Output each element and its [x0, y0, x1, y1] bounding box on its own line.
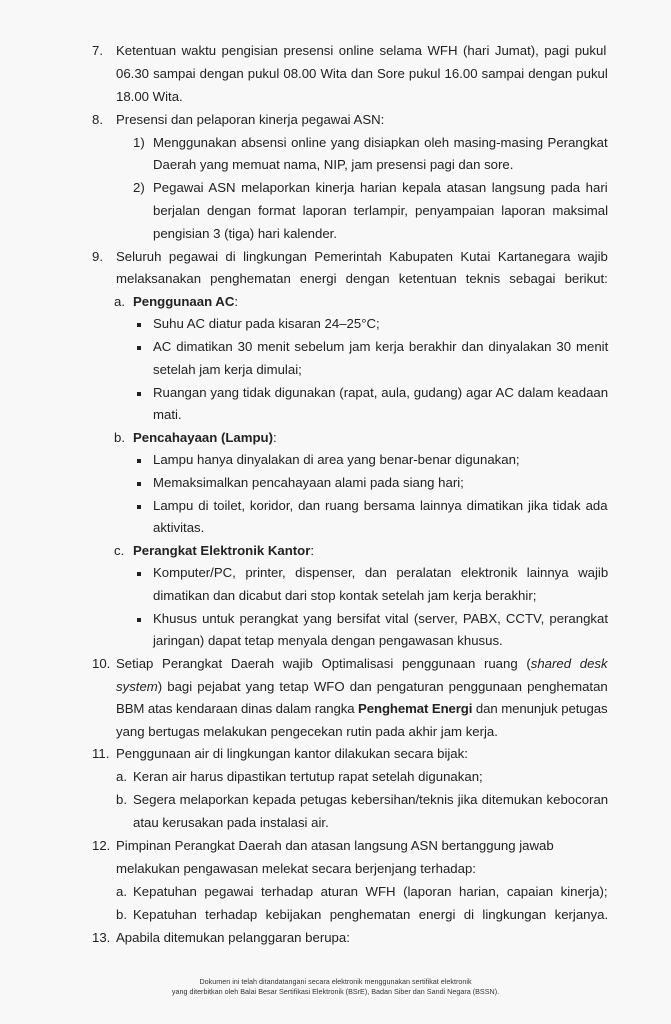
item-7-line-2: 06.30 sampai dengan pukul 08.00 Wita dan Sore pukul 16.00 sampai dengan pukul [116, 66, 608, 81]
text-segment: ) bagi pejabat yang tetap WFO dan pengaturan penggunaan penghematan [157, 679, 608, 694]
bullet-text: Ruangan yang tidak digunakan (rapat, aula, gudang) agar AC dalam keadaan [153, 385, 609, 400]
item-13-line-1: Apabila ditemukan pelanggaran berupa: [116, 930, 350, 945]
subitem-letter: a. [116, 884, 127, 899]
item-8-2-line-3: pengisian 3 (tiga) hari kalender. [153, 226, 338, 241]
section-letter: b. [114, 430, 125, 445]
item-10-line-1 [116, 656, 608, 672]
item-8-2-line-1: Pegawai ASN melaporkan kinerja harian kepala atasan langsung pada hari [153, 180, 608, 195]
section-heading-elektronik [133, 543, 314, 559]
item-number: 9. [92, 249, 103, 264]
bullet-text: mati. [153, 407, 182, 422]
item-9-line-2: melaksanakan penghematan energi dengan ketentuan teknis sebagai berikut: [116, 271, 608, 286]
bullet-text: dimatikan dan dicabut dari stop kontak setelah jam kerja berakhir; [153, 588, 537, 603]
bullet-text: AC dimatikan 30 menit sebelum jam kerja berakhir dan dinyalakan 30 menit [153, 339, 609, 354]
item-number: 11. [92, 746, 110, 761]
section-suffix: : [272, 430, 277, 445]
bold-term: Penghemat Energi [358, 701, 473, 716]
bullet-text: aktivitas. [153, 520, 205, 535]
item-number: 12. [92, 838, 111, 853]
text-segment: BBM atas kendaraan dinas dalam rangka [116, 701, 359, 716]
item-11-line-1: Penggunaan air di lingkungan kantor dilakukan secara bijak: [116, 746, 468, 761]
item-7-line-3: 18.00 Wita. [116, 89, 183, 104]
bullet-icon [137, 572, 141, 576]
item-8-2-line-2: berjalan dengan format laporan terlampir, penyampaian laporan maksimal [153, 203, 609, 218]
subitem-letter: a. [116, 769, 127, 784]
item-10-line-4: yang bertugas melakukan pengecekan rutin pada akhir jam kerja. [116, 724, 498, 739]
bullet-text: setelah jam kerja dimulai; [153, 362, 302, 377]
item-8-1-line-1: Menggunakan absensi online yang disiapkan oleh masing-masing Perangkat [153, 135, 608, 150]
section-heading-lampu [133, 430, 277, 446]
bullet-text: Khusus untuk perangkat yang bersifat vital (server, PABX, CCTV, perangkat [153, 611, 609, 626]
italic-term: shared desk [530, 656, 608, 671]
section-title: Penggunaan AC [133, 294, 235, 309]
bullet-text: Lampu di toilet, koridor, dan ruang bersama lainnya dimatikan jika tidak ada [153, 498, 608, 513]
section-title: Pencahayaan (Lampu) [133, 430, 273, 445]
section-heading-ac [133, 294, 238, 310]
item-12b-line-1: Kepatuhan terhadap kebijakan penghematan energi di lingkungan kerjanya. [133, 907, 609, 922]
item-12-line-2: melakukan pengawasan melekat secara berjenjang terhadap: [116, 861, 476, 876]
section-letter: c. [114, 543, 125, 558]
item-8-1-line-2: Daerah yang memuat nama, NIP, jam presensi pagi dan sore. [153, 157, 514, 172]
bullet-icon [137, 505, 141, 509]
italic-term: system [116, 679, 158, 694]
bullet-icon [137, 346, 141, 350]
item-number: 7. [92, 43, 103, 58]
item-number: 10. [92, 656, 111, 671]
bullet-icon [137, 618, 141, 622]
item-10-line-3 [116, 701, 608, 717]
section-suffix: : [310, 543, 315, 558]
item-8-line-1: Presensi dan pelaporan kinerja pegawai ASN: [116, 112, 385, 127]
bullet-icon [137, 459, 141, 463]
section-letter: a. [114, 294, 125, 309]
item-12a-line-1: Kepatuhan pegawai terhadap aturan WFH (laporan harian, capaian kinerja); [133, 884, 608, 899]
esign-footer-line-1: Dokumen ini telah ditandatangani secara elektronik menggunakan sertifikat elektronik [199, 977, 472, 986]
bullet-text: Suhu AC diatur pada kisaran 24–25°C; [153, 316, 380, 331]
item-number: 13. [92, 930, 111, 945]
item-7-line-1: Ketentuan waktu pengisian presensi online selama WFH (hari Jumat), pagi pukul [116, 43, 607, 58]
text-segment: dan menunjuk petugas [472, 701, 608, 716]
section-suffix: : [234, 294, 239, 309]
item-number: 8. [92, 112, 103, 127]
subitem-letter: b. [116, 792, 127, 807]
subitem-letter: b. [116, 907, 127, 922]
section-title: Perangkat Elektronik Kantor [133, 543, 311, 558]
item-10-line-2 [116, 679, 608, 695]
subitem-number: 1) [133, 135, 145, 150]
item-12-line-1: Pimpinan Perangkat Daerah dan atasan langsung ASN bertanggung jawab [116, 838, 554, 853]
bullet-text: Memaksimalkan pencahayaan alami pada siang hari; [153, 475, 464, 490]
text-segment: Setiap Perangkat Daerah wajib Optimalisasi penggunaan ruang ( [116, 656, 531, 671]
esign-footer-line-2: yang diterbitkan oleh Balai Besar Sertifikasi Elektronik (BSrE), Badan Siber dan Sandi Negara (BSSN). [171, 987, 500, 996]
item-9-line-1: Seluruh pegawai di lingkungan Pemerintah Kabupaten Kutai Kartanegara wajib [116, 249, 608, 264]
item-11a-line-1: Keran air harus dipastikan tertutup rapat setelah digunakan; [133, 769, 483, 784]
bullet-text: jaringan) dapat tetap menyala dengan pengawasan khusus. [153, 633, 503, 648]
bullet-text: Komputer/PC, printer, dispenser, dan peralatan elektronik lainnya wajib [153, 565, 609, 580]
bullet-text: Lampu hanya dinyalakan di area yang benar-benar digunakan; [153, 452, 520, 467]
item-11b-line-2: atau kerusakan pada instalasi air. [133, 815, 329, 830]
subitem-number: 2) [133, 180, 145, 195]
bullet-icon [137, 392, 141, 396]
item-11b-line-1: Segera melaporkan kepada petugas kebersihan/teknis jika ditemukan kebocoran [133, 792, 609, 807]
bullet-icon [137, 323, 141, 327]
bullet-icon [137, 482, 141, 486]
